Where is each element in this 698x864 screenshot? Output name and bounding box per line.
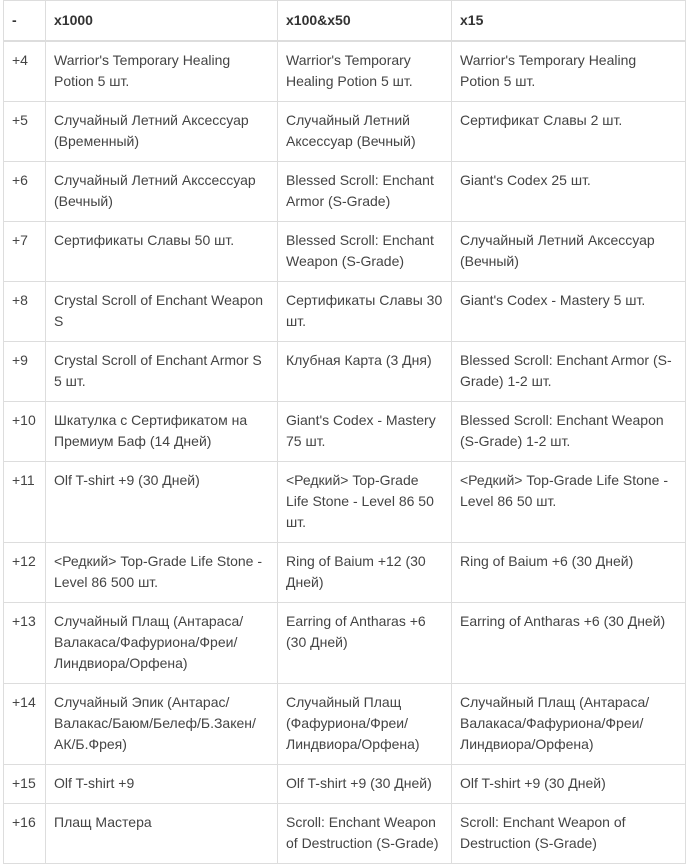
table-row bbox=[4, 765, 686, 804]
x1000-cell: Сертификаты Славы 50 шт. bbox=[46, 222, 278, 282]
level-cell: +15 bbox=[4, 765, 46, 804]
x15-cell: Earring of Antharas +6 (30 Дней) bbox=[452, 603, 686, 684]
x1000-cell: Crystal Scroll of Enchant Weapon S bbox=[46, 282, 278, 342]
x100-x50-cell: Giant's Codex - Mastery 75 шт. bbox=[278, 402, 452, 462]
table-body bbox=[4, 41, 686, 864]
level-cell: +5 bbox=[4, 102, 46, 162]
header-x1000: x1000 bbox=[46, 1, 278, 42]
table-row bbox=[4, 102, 686, 162]
table-row bbox=[4, 282, 686, 342]
header-level: - bbox=[4, 1, 46, 42]
table-row bbox=[4, 603, 686, 684]
header-row bbox=[4, 1, 686, 42]
level-cell: +14 bbox=[4, 684, 46, 765]
x15-cell: Scroll: Enchant Weapon of Destruction (S-Grade) bbox=[452, 804, 686, 864]
x15-cell: Blessed Scroll: Enchant Weapon (S-Grade) 1-2 шт. bbox=[452, 402, 686, 462]
x100-x50-cell: Blessed Scroll: Enchant Weapon (S-Grade) bbox=[278, 222, 452, 282]
x15-cell: <Редкий> Top-Grade Life Stone - Level 86 50 шт. bbox=[452, 462, 686, 543]
x15-cell: Ring of Baium +6 (30 Дней) bbox=[452, 543, 686, 603]
x1000-cell: Плащ Мастера bbox=[46, 804, 278, 864]
x1000-cell: <Редкий> Top-Grade Life Stone - Level 86 500 шт. bbox=[46, 543, 278, 603]
level-cell: +11 bbox=[4, 462, 46, 543]
x1000-cell: Olf T-shirt +9 bbox=[46, 765, 278, 804]
x100-x50-cell: Ring of Baium +12 (30 Дней) bbox=[278, 543, 452, 603]
x100-x50-cell: Earring of Antharas +6 (30 Дней) bbox=[278, 603, 452, 684]
enchant-rewards-table bbox=[3, 0, 686, 864]
x100-x50-cell: Scroll: Enchant Weapon of Destruction (S-Grade) bbox=[278, 804, 452, 864]
table-row bbox=[4, 684, 686, 765]
x15-cell: Giant's Codex 25 шт. bbox=[452, 162, 686, 222]
x100-x50-cell: Случайный Летний Аксессуар (Вечный) bbox=[278, 102, 452, 162]
table-row bbox=[4, 162, 686, 222]
level-cell: +16 bbox=[4, 804, 46, 864]
x100-x50-cell: Клубная Карта (3 Дня) bbox=[278, 342, 452, 402]
level-cell: +10 bbox=[4, 402, 46, 462]
x100-x50-cell: Случайный Плащ (Фафуриона/Фреи/ Линдвиора/Орфена) bbox=[278, 684, 452, 765]
level-cell: +12 bbox=[4, 543, 46, 603]
header-x100-x50: x100&x50 bbox=[278, 1, 452, 42]
x1000-cell: Случайный Летний Аксессуар (Временный) bbox=[46, 102, 278, 162]
level-cell: +13 bbox=[4, 603, 46, 684]
x100-x50-cell: <Редкий> Top-Grade Life Stone - Level 86 50 шт. bbox=[278, 462, 452, 543]
rewards-table-container bbox=[3, 0, 685, 864]
x15-cell: Случайный Летний Аксессуар (Вечный) bbox=[452, 222, 686, 282]
x100-x50-cell: Сертификаты Славы 30 шт. bbox=[278, 282, 452, 342]
x15-cell: Warrior's Temporary Healing Potion 5 шт. bbox=[452, 41, 686, 102]
x1000-cell: Шкатулка с Сертификатом на Премиум Баф (14 Дней) bbox=[46, 402, 278, 462]
header-x15: x15 bbox=[452, 1, 686, 42]
x1000-cell: Случайный Плащ (Антараса/ Валакаса/Фафуриона/Фреи/ Линдвиора/Орфена) bbox=[46, 603, 278, 684]
table-row bbox=[4, 804, 686, 864]
level-cell: +9 bbox=[4, 342, 46, 402]
x15-cell: Blessed Scroll: Enchant Armor (S-Grade) 1-2 шт. bbox=[452, 342, 686, 402]
x15-cell: Случайный Плащ (Антараса/ Валакаса/Фафуриона/Фреи/ Линдвиора/Орфена) bbox=[452, 684, 686, 765]
table-row bbox=[4, 342, 686, 402]
table-row bbox=[4, 222, 686, 282]
x1000-cell: Случайный Эпик (Антарас/ Валакас/Баюм/Белеф/Б.Закен/ АК/Б.Фрея) bbox=[46, 684, 278, 765]
table-row bbox=[4, 41, 686, 102]
level-cell: +8 bbox=[4, 282, 46, 342]
x15-cell: Olf T-shirt +9 (30 Дней) bbox=[452, 765, 686, 804]
x15-cell: Giant's Codex - Mastery 5 шт. bbox=[452, 282, 686, 342]
x100-x50-cell: Olf T-shirt +9 (30 Дней) bbox=[278, 765, 452, 804]
x1000-cell: Crystal Scroll of Enchant Armor S 5 шт. bbox=[46, 342, 278, 402]
x100-x50-cell: Blessed Scroll: Enchant Armor (S-Grade) bbox=[278, 162, 452, 222]
x1000-cell: Warrior's Temporary Healing Potion 5 шт. bbox=[46, 41, 278, 102]
table-row bbox=[4, 462, 686, 543]
x1000-cell: Случайный Летний Акссессуар (Вечный) bbox=[46, 162, 278, 222]
table-header bbox=[4, 1, 686, 42]
x15-cell: Сертификат Славы 2 шт. bbox=[452, 102, 686, 162]
table-row bbox=[4, 402, 686, 462]
level-cell: +4 bbox=[4, 41, 46, 102]
level-cell: +7 bbox=[4, 222, 46, 282]
level-cell: +6 bbox=[4, 162, 46, 222]
x100-x50-cell: Warrior's Temporary Healing Potion 5 шт. bbox=[278, 41, 452, 102]
table-row bbox=[4, 543, 686, 603]
x1000-cell: Olf T-shirt +9 (30 Дней) bbox=[46, 462, 278, 543]
